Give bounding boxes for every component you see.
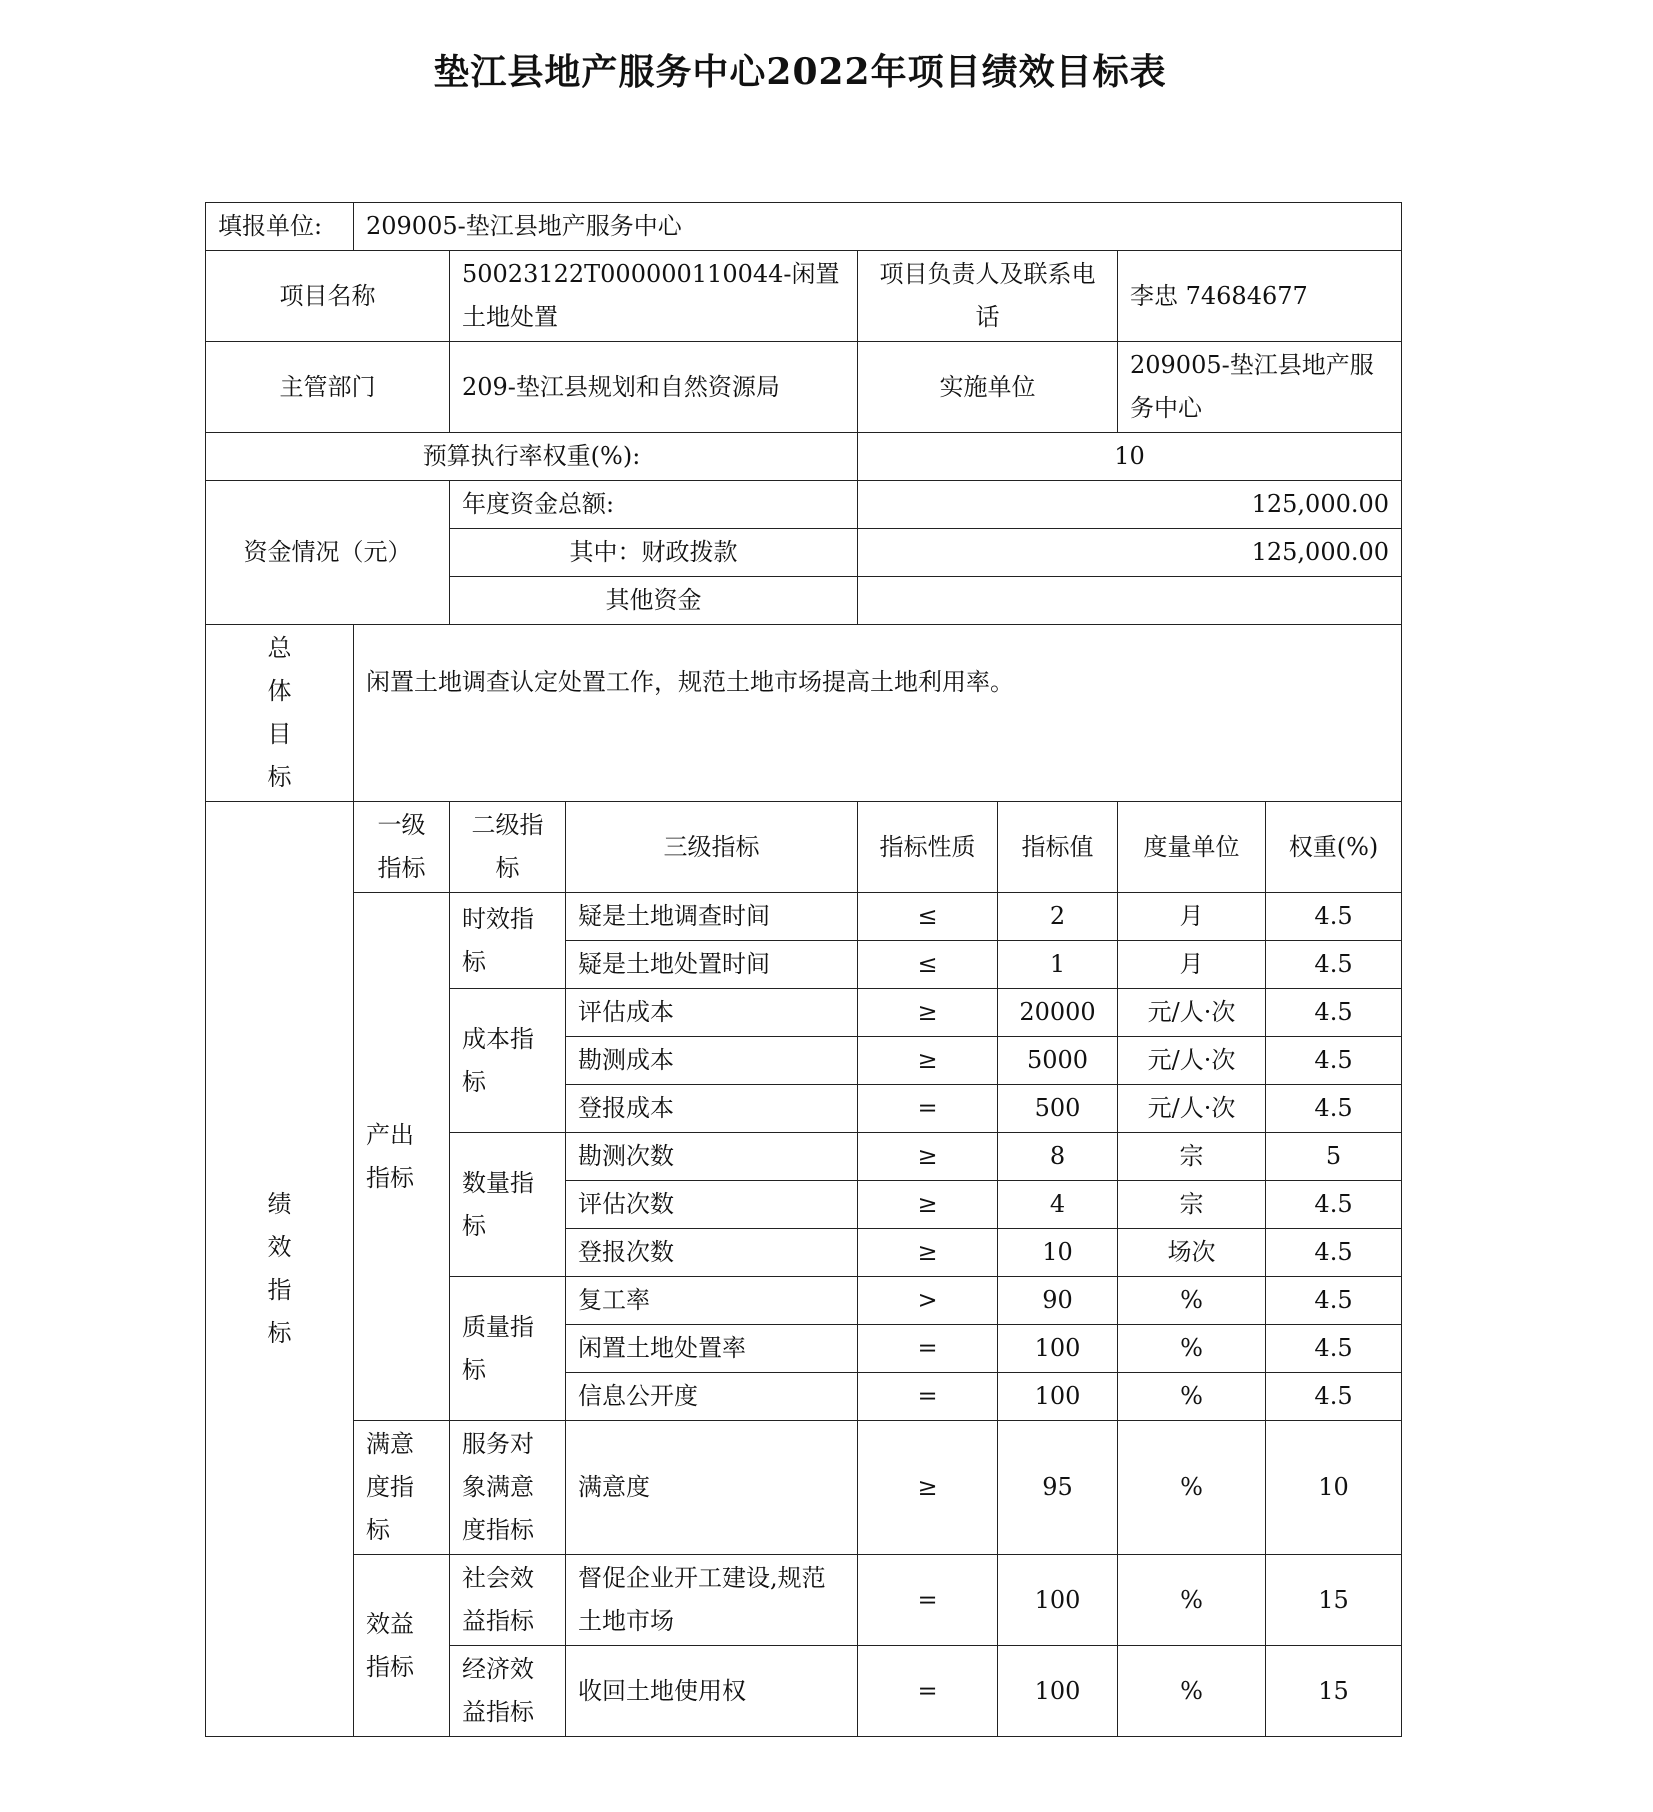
indicator-name: 闲置土地处置率 — [566, 1325, 858, 1373]
group-social: 社会效益指标 — [450, 1555, 566, 1646]
indicator-nature: = — [858, 1373, 998, 1421]
header-level3: 三级指标 — [566, 802, 858, 893]
indicator-nature: = — [858, 1085, 998, 1133]
indicator-name: 督促企业开工建设,规范土地市场 — [566, 1555, 858, 1646]
indicator-name: 疑是土地调查时间 — [566, 893, 858, 941]
unit-label: 填报单位: — [206, 203, 354, 251]
page-title: 垫江县地产服务中心2022年项目绩效目标表 — [433, 51, 1167, 93]
budget-weight-value: 10 — [858, 433, 1402, 481]
header-level1: 一级指标 — [354, 802, 450, 893]
indicator-value: 10 — [998, 1229, 1118, 1277]
group-satisfaction: 满意度指标 — [354, 1421, 450, 1555]
group-output: 产出指标 — [354, 893, 450, 1421]
indicator-name: 登报成本 — [566, 1085, 858, 1133]
indicator-name: 收回土地使用权 — [566, 1646, 858, 1737]
group-quantity: 数量指标 — [450, 1133, 566, 1277]
group-timeliness: 时效指标 — [450, 893, 566, 989]
indicator-weight: 5 — [1266, 1133, 1402, 1181]
funds-total-label: 年度资金总额: — [450, 481, 858, 529]
indicator-name: 登报次数 — [566, 1229, 858, 1277]
unit-value: 209005-垫江县地产服务中心 — [354, 203, 1402, 251]
indicator-name: 信息公开度 — [566, 1373, 858, 1421]
performance-target-table — [205, 202, 1402, 1737]
indicator-nature: ≥ — [858, 1229, 998, 1277]
unit-row — [206, 203, 1402, 251]
indicator-weight: 4.5 — [1266, 989, 1402, 1037]
goal-row — [206, 625, 1402, 802]
indicator-weight: 4.5 — [1266, 1229, 1402, 1277]
header-value: 指标值 — [998, 802, 1118, 893]
indicator-value: 8 — [998, 1133, 1118, 1181]
indicator-value: 100 — [998, 1325, 1118, 1373]
goal-value: 闲置土地调查认定处置工作，规范土地市场提高土地利用率。 — [354, 625, 1402, 802]
indicator-value: 100 — [998, 1373, 1118, 1421]
indicator-unit: % — [1118, 1277, 1266, 1325]
indicator-weight: 15 — [1266, 1555, 1402, 1646]
impl-label: 实施单位 — [858, 342, 1118, 433]
indicator-nature: > — [858, 1277, 998, 1325]
dept-row — [206, 342, 1402, 433]
indicator-nature: ≥ — [858, 1181, 998, 1229]
indicator-unit: 月 — [1118, 893, 1266, 941]
group-economic: 经济效益指标 — [450, 1646, 566, 1737]
indicator-name: 复工率 — [566, 1277, 858, 1325]
indicator-weight: 4.5 — [1266, 1325, 1402, 1373]
indicator-value: 2 — [998, 893, 1118, 941]
contact-value: 李忠 74684677 — [1118, 251, 1402, 342]
indicator-unit: 元/人·次 — [1118, 989, 1266, 1037]
table-row — [206, 1555, 1402, 1646]
indicator-weight: 4.5 — [1266, 1037, 1402, 1085]
indicator-value: 95 — [998, 1421, 1118, 1555]
indicator-unit: % — [1118, 1325, 1266, 1373]
header-unit: 度量单位 — [1118, 802, 1266, 893]
header-weight: 权重(%) — [1266, 802, 1402, 893]
indicator-name: 勘测成本 — [566, 1037, 858, 1085]
funds-fiscal-value: 125,000.00 — [858, 529, 1402, 577]
group-quality: 质量指标 — [450, 1277, 566, 1421]
budget-weight-row — [206, 433, 1402, 481]
dept-label: 主管部门 — [206, 342, 450, 433]
impl-value: 209005-垫江县地产服务中心 — [1118, 342, 1402, 433]
perf-label: 绩 效 指 标 — [206, 802, 354, 1737]
indicator-unit: 元/人·次 — [1118, 1037, 1266, 1085]
indicator-weight: 15 — [1266, 1646, 1402, 1737]
header-level2: 二级指标 — [450, 802, 566, 893]
indicator-nature: ≤ — [858, 941, 998, 989]
indicator-unit: 宗 — [1118, 1133, 1266, 1181]
indicator-nature: = — [858, 1325, 998, 1373]
indicator-unit: % — [1118, 1555, 1266, 1646]
indicator-name: 满意度 — [566, 1421, 858, 1555]
indicator-weight: 4.5 — [1266, 1085, 1402, 1133]
indicator-unit: 月 — [1118, 941, 1266, 989]
indicator-value: 1 — [998, 941, 1118, 989]
project-name-value: 50023122T000000110044-闲置土地处置 — [450, 251, 858, 342]
indicator-name: 疑是土地处置时间 — [566, 941, 858, 989]
indicator-weight: 4.5 — [1266, 1277, 1402, 1325]
indicator-weight: 4.5 — [1266, 893, 1402, 941]
indicator-nature: ≥ — [858, 1421, 998, 1555]
indicator-nature: = — [858, 1646, 998, 1737]
indicator-unit: 宗 — [1118, 1181, 1266, 1229]
indicator-weight: 4.5 — [1266, 941, 1402, 989]
indicator-nature: = — [858, 1555, 998, 1646]
group-service-satisfaction: 服务对象满意度指标 — [450, 1421, 566, 1555]
indicator-header-row — [206, 802, 1402, 893]
indicator-nature: ≥ — [858, 1037, 998, 1085]
funds-other-value — [858, 577, 1402, 625]
funds-fiscal-label: 其中：财政拨款 — [450, 529, 858, 577]
indicator-nature: ≥ — [858, 989, 998, 1037]
group-benefit: 效益指标 — [354, 1555, 450, 1737]
funds-total-row — [206, 481, 1402, 529]
table-row — [206, 1421, 1402, 1555]
funds-other-label: 其他资金 — [450, 577, 858, 625]
budget-weight-label: 预算执行率权重(%): — [206, 433, 858, 481]
group-cost: 成本指标 — [450, 989, 566, 1133]
indicator-nature: ≥ — [858, 1133, 998, 1181]
funds-label: 资金情况（元） — [206, 481, 450, 625]
table-row — [206, 893, 1402, 941]
indicator-unit: % — [1118, 1646, 1266, 1737]
indicator-value: 100 — [998, 1555, 1118, 1646]
indicator-value: 100 — [998, 1646, 1118, 1737]
goal-label: 总 体 目 标 — [206, 625, 354, 802]
indicator-unit: 元/人·次 — [1118, 1085, 1266, 1133]
indicator-nature: ≤ — [858, 893, 998, 941]
indicator-value: 500 — [998, 1085, 1118, 1133]
indicator-value: 90 — [998, 1277, 1118, 1325]
indicator-weight: 10 — [1266, 1421, 1402, 1555]
dept-value: 209-垫江县规划和自然资源局 — [450, 342, 858, 433]
contact-label: 项目负责人及联系电话 — [858, 251, 1118, 342]
indicator-weight: 4.5 — [1266, 1373, 1402, 1421]
indicator-name: 评估次数 — [566, 1181, 858, 1229]
indicator-weight: 4.5 — [1266, 1181, 1402, 1229]
indicator-unit: % — [1118, 1421, 1266, 1555]
header-nature: 指标性质 — [858, 802, 998, 893]
indicator-value: 5000 — [998, 1037, 1118, 1085]
project-name-label: 项目名称 — [206, 251, 450, 342]
indicator-value: 4 — [998, 1181, 1118, 1229]
indicator-name: 勘测次数 — [566, 1133, 858, 1181]
project-row — [206, 251, 1402, 342]
indicator-unit: 场次 — [1118, 1229, 1266, 1277]
indicator-name: 评估成本 — [566, 989, 858, 1037]
indicator-unit: % — [1118, 1373, 1266, 1421]
indicator-value: 20000 — [998, 989, 1118, 1037]
funds-total-value: 125,000.00 — [858, 481, 1402, 529]
